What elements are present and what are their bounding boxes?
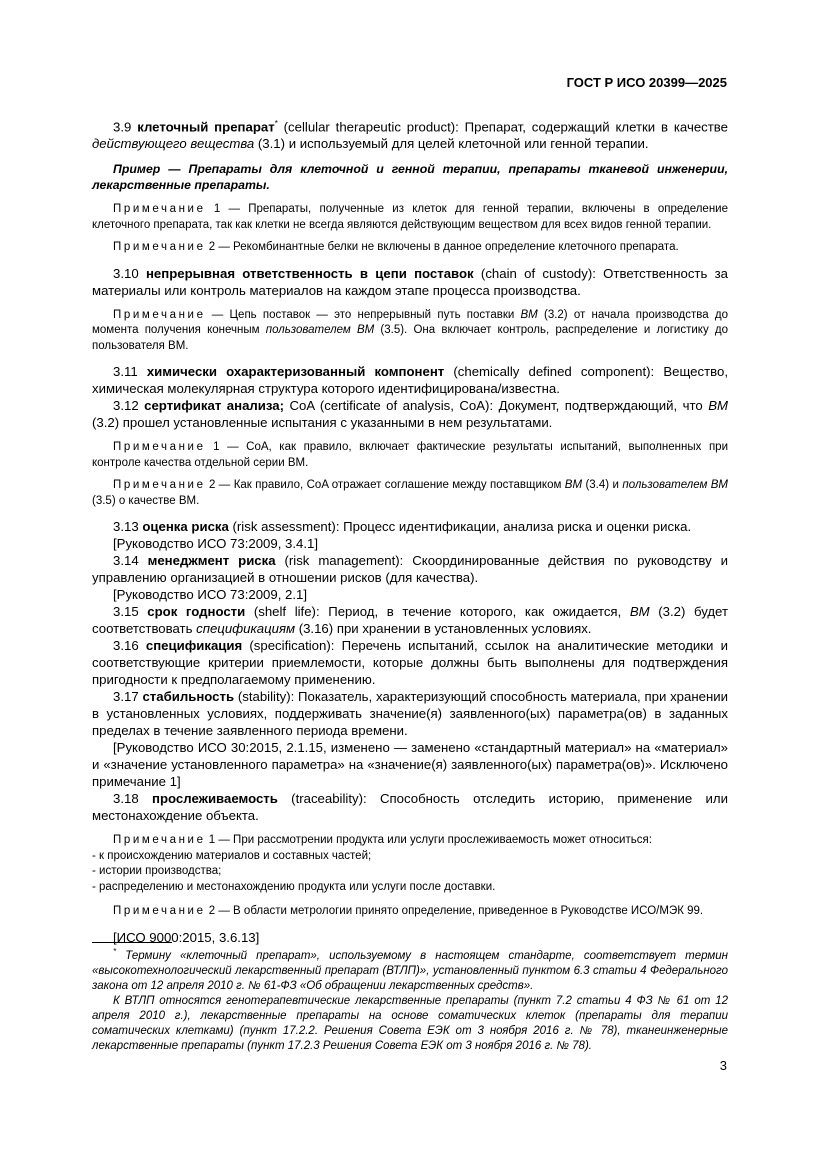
source-ref-3-17: [Руководство ИСО 30:2015, 2.1.15, изменено — заменено «стандартный материал» на «материал» и «значение установленного параметра» на «значение(я) заявленного(ых) параметра(ов)». Исключено примечание 1] [92,740,728,790]
term-3-18: 3.18 прослеживаемость (traceability): Способность отследить историю, применение или местонахождение объекта. [92,791,728,824]
term-name: стабильность [142,689,235,705]
term-3-9 [92,115,728,152]
note-3-18-2: Примечание 2 — В области метрологии принято определение, приведенное в Руководстве ИСО/МЭК 99. [113,905,704,918]
footnote [92,944,728,1054]
term-name: оценка риска [142,519,229,535]
footnote-separator [92,942,172,943]
example-3-9: Пример — Препараты для клеточной и генной терапии, препараты тканевой инженерии, лекарственные препараты. [92,162,728,193]
note-3-12-2: Примечание 2 — Как правило, CoA отражает соглашение между поставщиком ВМ (3.4) и пользователем ВМ (3.5) о качестве ВМ. [92,479,729,507]
term-number: 3.9 [113,119,132,135]
note-3-10: Примечание — Цепь поставок — это непрерывный путь поставки ВМ (3.2) от начала производства до момента получения конечным пользователем ВМ (3.5). Она включает контроль, распределение и логистику до пользователя ВМ. [92,308,729,352]
page-number: 3 [719,1058,727,1073]
term-name: химически охарактеризованный компонент [146,364,445,380]
term-3-12: 3.12 сертификат анализа; CoA (certificate of analysis, CoA): Документ, подтверждающий, что ВМ (3.2) прошел установленные испытания с указанными в нем результатами. [92,398,728,431]
term-3-11: 3.11 химически охарактеризованный компонент (chemically defined component): Вещество, химическая молекулярная структура которого идентифицирована/известна. [92,364,728,397]
note-3-12-1: Примечание 1 — CoA, как правило, включает фактические результаты испытаний, выполненных при контроле качества отдельной серии ВМ. [92,441,728,469]
note-3-9-1: Примечание 1 — Препараты, полученные из клеток для генной терапии, включены в определение клеточного препарата, так как клетки не всегда являются действующим веществом для всех видов генной терапии. [92,203,728,231]
term-definition: (cellular therapeutic product): Препарат, содержащий клетки в качестве [277,119,729,135]
term-3-13: 3.13 оценка риска (risk assessment): Процесс идентификации, анализа риска и оценки риска. [113,519,692,535]
term-3-10: 3.10 непрерывная ответственность в цепи поставок (chain of custody): Ответственность за материалы или контроль материалов на каждом этапе процесса производства. [92,265,729,298]
source-ref-3-18: [ИСО 9000:2015, 3.6.13] [113,929,260,945]
term-name: спецификация [145,638,243,654]
note-3-18-1: Примечание 1 — При рассмотрении продукта или услуги прослеживаемость может относиться: [113,834,652,847]
term-name: сертификат анализа; [144,398,284,414]
document-body [92,115,728,946]
footnote-paragraph: К ВТЛП относятся генотерапевтические лекарственные препараты (пункт 7.2 статьи 4 ФЗ № 61 от 12 апреля 2010 г.), лекарственные препараты на основе соматических клеток (препараты для терапии соматических клетками) (пункт 17.2.2. Решения Совета ЕЭК от 3 ноября 2016 г. № 78), тканеинженерные лекарственные препараты (пункт 17.2.3 Решения Совета ЕЭК от 3 ноября 2016 г. № 78). [92,994,728,1052]
term-3-16: 3.16 спецификация (specification): Перечень испытаний, ссылок на аналитические методики и соответствующие критерии приемлемости, которые должны быть выполнены для подтверждения пригодности к предполагаемому применению. [92,638,728,688]
source-ref-3-14: [Руководство ИСО 73:2009, 2.1] [113,587,308,603]
term-name: непрерывная ответственность в цепи поставок [145,265,474,281]
note-3-9-2: Примечание 2 — Рекомбинантные белки не включены в данное определение клеточного препарата. [113,241,679,254]
list-item: - распределению и местонахождению продукта или услуги после доставки. [92,880,496,893]
term-definition-tail: (3.1) и используемый для целей клеточной или генной терапии. [254,136,649,152]
source-ref-3-13: [Руководство ИСО 73:2009, 3.4.1] [113,536,319,552]
list-item: - к происхождению материалов и составных частей; [92,849,372,862]
list-item: - истории производства; [92,865,222,878]
term-reference: действующего вещества [92,136,255,152]
term-name: прослеживаемость [152,791,278,807]
footnote-marker: * [274,119,278,128]
term-3-17: 3.17 стабильность (stability): Показатель, характеризующий способность материала, при хранении в установленных условиях, поддерживать значение(я) заявленного(ых) параметра(ов) в заданных пределах в течение заявленного периода времени. [92,689,728,739]
term-name: менеджмент риска [147,553,276,569]
standard-header: ГОСТ Р ИСО 20399—2025 [566,75,727,90]
term-3-14: 3.14 менеджмент риска (risk management): Скоординированные действия по руководству и управлению организацией в отношении рисков (для качества). [92,553,729,586]
term-name: клеточный препарат [137,119,275,135]
term-3-15: 3.15 срок годности (shelf life): Период, в течение которого, как ожидается, ВМ (3.2) будет соответствовать спецификациям (3.16) при хранении в установленных условиях. [92,604,728,637]
footnote-paragraph: * Термину «клеточный препарат», используемому в настоящем стандарте, соответствует термин «высокотехнологический лекарственный препарат (ВТЛП)», установленный пунктом 6.3 статьи 4 Федерального закона от 12 апреля 2010 г. № 61-ФЗ «Об обращении лекарственных средств». [92,947,728,992]
term-name: срок годности [147,604,246,620]
